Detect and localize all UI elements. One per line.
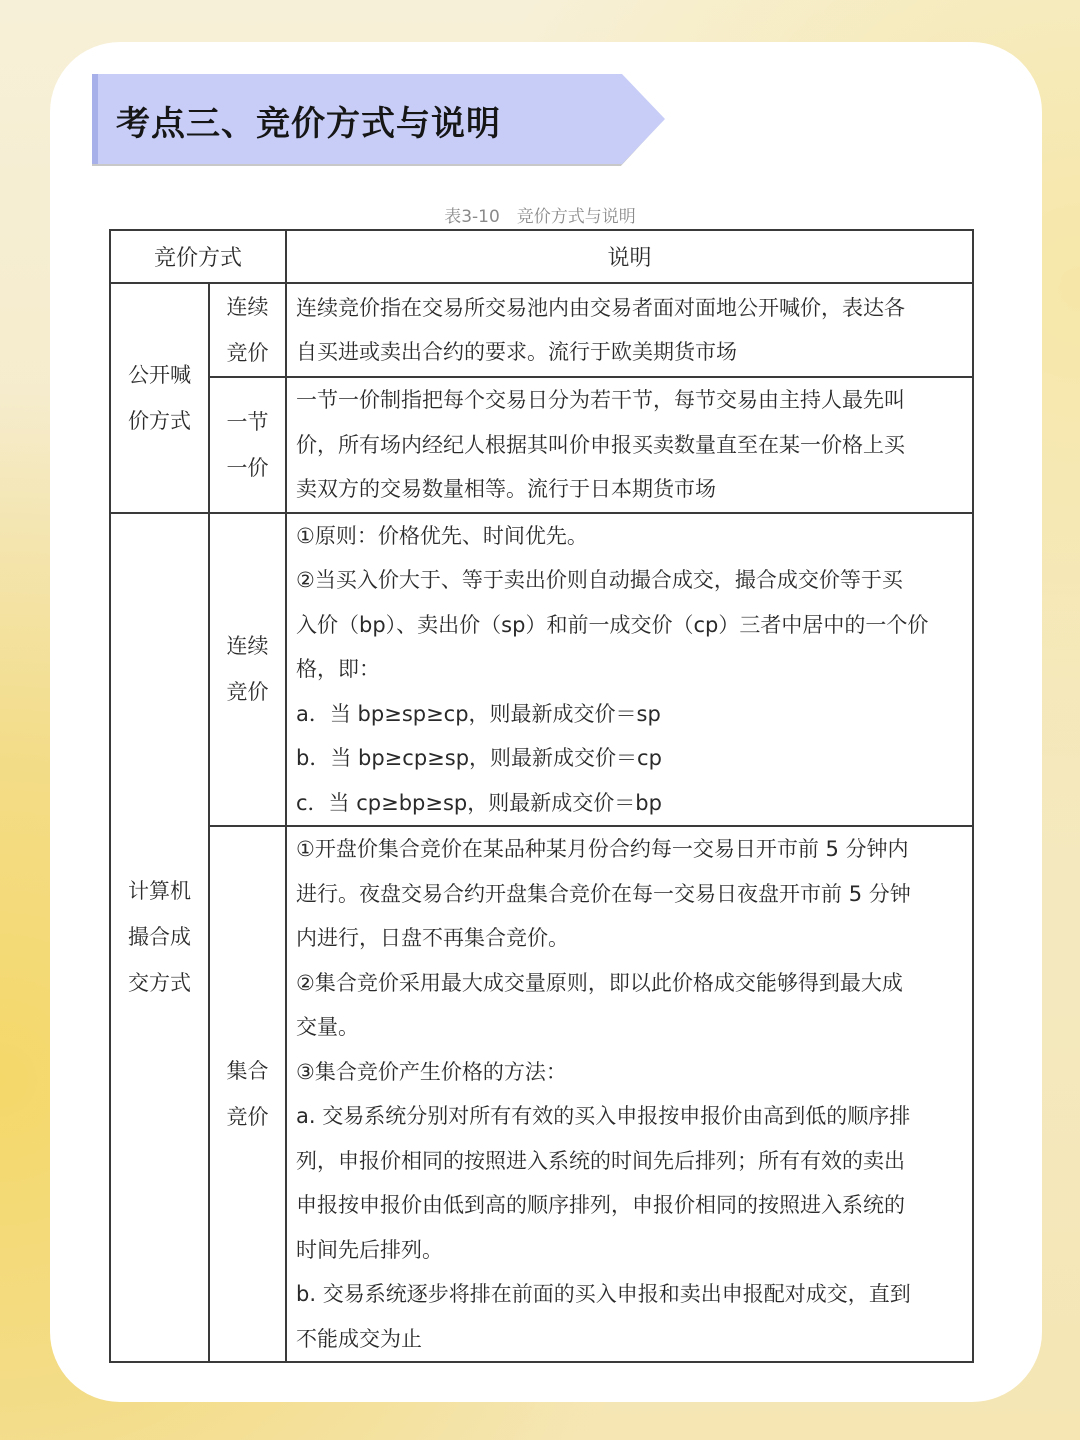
text-line: 竞价 bbox=[226, 1105, 269, 1129]
text-line: 一节 bbox=[226, 409, 269, 434]
text-line: 不能成交为止 bbox=[296, 1326, 423, 1351]
text-line: 竞价 bbox=[226, 680, 269, 705]
table-row bbox=[110, 513, 973, 827]
text-line: 格，即： bbox=[296, 657, 381, 681]
text-line: 集合 bbox=[226, 1059, 269, 1083]
text-line: 公开喊 bbox=[128, 362, 191, 387]
text-line: ②集合竞价采用最大成交量原则，即以此价格成交能够得到最大成 bbox=[296, 970, 903, 995]
text-line: 连续 bbox=[226, 634, 269, 659]
text-line: 竞价 bbox=[226, 341, 269, 365]
text-line: 交量。 bbox=[296, 1015, 360, 1039]
bidding-methods-table bbox=[109, 229, 974, 1363]
text-line: c．当 cp≥bp≥sp，则最新成交价＝bp bbox=[296, 790, 662, 815]
table-caption: 表3-10 竞价方式与说明 bbox=[444, 207, 636, 227]
description-cell bbox=[286, 283, 973, 377]
text-line: 内进行，日盘不再集合竞价。 bbox=[296, 926, 570, 950]
text-line: 一节一价制指把每个交易日分为若干节，每节交易由主持人最先叫 bbox=[296, 388, 906, 412]
subtype-cell bbox=[209, 283, 286, 377]
table-row bbox=[110, 826, 973, 1362]
text-line: 列，申报价相同的按照进入系统的时间先后排列；所有有效的卖出 bbox=[296, 1148, 906, 1173]
category-cell bbox=[110, 513, 209, 1363]
text-line: 撮合成 bbox=[128, 925, 191, 950]
text-line: 自买进或卖出合约的要求。流行于欧美期货市场 bbox=[296, 340, 738, 364]
subtype-cell bbox=[209, 377, 286, 513]
table-header-row bbox=[110, 230, 973, 283]
description-cell bbox=[286, 513, 973, 827]
text-line: 价，所有场内经纪人根据其叫价申报买卖数量直至在某一价格上买 bbox=[296, 432, 906, 457]
category-cell bbox=[110, 283, 209, 513]
text-line: ③集合竞价产生价格的方法： bbox=[296, 1059, 567, 1084]
text-line: 进行。夜盘交易合约开盘集合竞价在每一交易日夜盘开市前 5 分钟 bbox=[296, 881, 911, 906]
section-banner bbox=[92, 74, 667, 166]
table-row bbox=[110, 377, 973, 513]
text-line: 价方式 bbox=[128, 408, 191, 433]
text-line: 连续 bbox=[226, 295, 269, 319]
text-line: a. 交易系统分别对所有有效的买入申报按申报价由高到低的顺序排 bbox=[296, 1104, 911, 1128]
text-line: 计算机 bbox=[128, 879, 191, 904]
header-description: 说明 bbox=[286, 230, 973, 283]
text-line: 申报按申报价由低到高的顺序排列，申报价相同的按照进入系统的 bbox=[296, 1193, 906, 1217]
text-line: 时间先后排列。 bbox=[296, 1237, 444, 1262]
text-line: ①原则：价格优先、时间优先。 bbox=[296, 523, 588, 548]
subtype-cell bbox=[209, 826, 286, 1362]
text-line: ②当买入价大于、等于卖出价则自动撮合成交，撮合成交价等于买 bbox=[296, 568, 903, 592]
text-line: b. 交易系统逐步将排在前面的买入申报和卖出申报配对成交，直到 bbox=[296, 1282, 911, 1306]
text-line: 入价（bp）、卖出价（sp）和前一成交价（cp）三者中居中的一个价 bbox=[296, 612, 929, 637]
text-line: ①开盘价集合竞价在某品种某月份合约每一交易日开市前 5 分钟内 bbox=[296, 837, 909, 861]
description-cell bbox=[286, 826, 973, 1362]
text-line: b．当 bp≥cp≥sp，则最新成交价＝cp bbox=[296, 746, 662, 770]
text-line: 交方式 bbox=[128, 971, 191, 996]
text-line: 卖双方的交易数量相等。流行于日本期货市场 bbox=[296, 477, 717, 501]
header-method: 竞价方式 bbox=[110, 230, 286, 283]
page-title: 考点三、竞价方式与说明 bbox=[116, 104, 501, 144]
text-line: 连续竞价指在交易所交易池内由交易者面对面地公开喊价，表达各 bbox=[296, 295, 906, 320]
table-row bbox=[110, 283, 973, 377]
text-line: 一价 bbox=[226, 455, 269, 480]
description-cell bbox=[286, 377, 973, 513]
subtype-cell bbox=[209, 513, 286, 827]
text-line: a．当 bp≥sp≥cp，则最新成交价＝sp bbox=[296, 701, 661, 726]
